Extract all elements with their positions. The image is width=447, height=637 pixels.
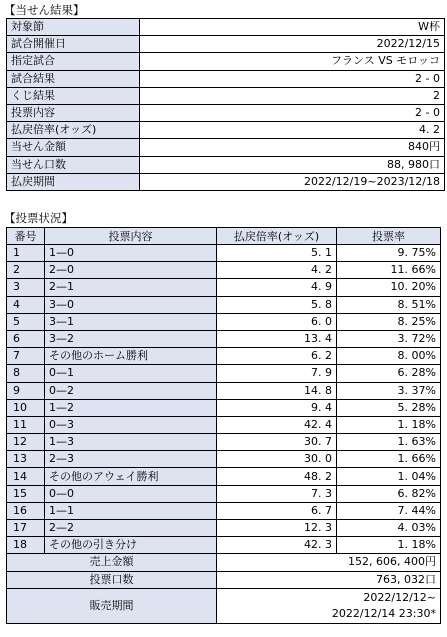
row-content: 0—2 bbox=[45, 382, 217, 399]
table-row bbox=[7, 485, 441, 502]
table-row bbox=[7, 416, 441, 433]
row-content: 0—1 bbox=[45, 365, 217, 382]
result-value: 2 - 0 bbox=[140, 104, 445, 121]
row-number: 5 bbox=[7, 313, 45, 330]
row-odds: 14. 8 bbox=[217, 382, 337, 399]
result-row bbox=[7, 139, 445, 156]
row-odds: 4. 9 bbox=[217, 279, 337, 296]
table-row bbox=[7, 330, 441, 347]
row-odds: 42. 4 bbox=[217, 416, 337, 433]
row-number: 18 bbox=[7, 537, 45, 554]
result-value: 4. 2 bbox=[140, 122, 445, 139]
row-rate: 11. 66% bbox=[337, 262, 441, 279]
row-number: 12 bbox=[7, 434, 45, 451]
table-row bbox=[7, 279, 441, 296]
row-odds: 30. 7 bbox=[217, 434, 337, 451]
table-header-row bbox=[7, 228, 441, 245]
result-row bbox=[7, 36, 445, 53]
row-odds: 6. 2 bbox=[217, 348, 337, 365]
result-value: 2 bbox=[140, 87, 445, 104]
result-label: 指定試合 bbox=[7, 53, 140, 70]
row-odds: 6. 7 bbox=[217, 502, 337, 519]
row-number: 10 bbox=[7, 399, 45, 416]
row-number: 6 bbox=[7, 330, 45, 347]
result-row bbox=[7, 70, 445, 87]
row-content: 2—3 bbox=[45, 451, 217, 468]
row-rate: 9. 75% bbox=[337, 245, 441, 262]
row-rate: 6. 82% bbox=[337, 485, 441, 502]
row-content: 1—1 bbox=[45, 502, 217, 519]
row-odds: 9. 4 bbox=[217, 399, 337, 416]
row-odds: 7. 3 bbox=[217, 485, 337, 502]
row-number: 11 bbox=[7, 416, 45, 433]
row-rate: 8. 00% bbox=[337, 348, 441, 365]
vote-count-value: 763, 032口 bbox=[217, 571, 441, 588]
row-content: 0—3 bbox=[45, 416, 217, 433]
result-label: 払戻倍率(オッズ) bbox=[7, 122, 140, 139]
row-number: 2 bbox=[7, 262, 45, 279]
row-rate: 1. 18% bbox=[337, 416, 441, 433]
row-rate: 7. 44% bbox=[337, 502, 441, 519]
col-header-number: 番号 bbox=[7, 228, 45, 245]
result-label: 払戻期間 bbox=[7, 173, 140, 190]
row-number: 3 bbox=[7, 279, 45, 296]
row-odds: 30. 0 bbox=[217, 451, 337, 468]
row-content: その他のアウェイ勝利 bbox=[45, 468, 217, 485]
result-value: 840円 bbox=[140, 139, 445, 156]
row-content: 2—2 bbox=[45, 520, 217, 537]
row-number: 8 bbox=[7, 365, 45, 382]
row-number: 1 bbox=[7, 245, 45, 262]
table-row bbox=[7, 262, 441, 279]
table-row bbox=[7, 399, 441, 416]
result-value: 2022/12/19~2023/12/18 bbox=[140, 173, 445, 190]
row-content: 2—1 bbox=[45, 279, 217, 296]
result-label: 当せん金額 bbox=[7, 139, 140, 156]
row-number: 13 bbox=[7, 451, 45, 468]
row-rate: 6. 28% bbox=[337, 365, 441, 382]
sales-amount-label: 売上金額 bbox=[7, 554, 217, 571]
col-header-rate: 投票率 bbox=[337, 228, 441, 245]
vote-count-row bbox=[7, 571, 441, 588]
table-row bbox=[7, 382, 441, 399]
result-row bbox=[7, 87, 445, 104]
result-label: 投票内容 bbox=[7, 104, 140, 121]
result-label: くじ結果 bbox=[7, 87, 140, 104]
row-content: 3—2 bbox=[45, 330, 217, 347]
row-number: 15 bbox=[7, 485, 45, 502]
table-row bbox=[7, 434, 441, 451]
row-rate: 3. 72% bbox=[337, 330, 441, 347]
row-content: 0—0 bbox=[45, 485, 217, 502]
row-number: 17 bbox=[7, 520, 45, 537]
row-rate: 3. 37% bbox=[337, 382, 441, 399]
row-rate: 5. 28% bbox=[337, 399, 441, 416]
row-rate: 10. 20% bbox=[337, 279, 441, 296]
row-content: その他の引き分け bbox=[45, 537, 217, 554]
row-rate: 8. 25% bbox=[337, 313, 441, 330]
results-section-title: 【当せん結果】 bbox=[4, 3, 85, 17]
table-row bbox=[7, 348, 441, 365]
row-rate: 1. 18% bbox=[337, 537, 441, 554]
result-value: W杯 bbox=[140, 19, 445, 36]
row-content: 3—1 bbox=[45, 313, 217, 330]
voting-status-table bbox=[6, 227, 441, 624]
table-row bbox=[7, 451, 441, 468]
result-label: 当せん口数 bbox=[7, 156, 140, 173]
row-odds: 48. 2 bbox=[217, 468, 337, 485]
table-row bbox=[7, 520, 441, 537]
sales-period-line1: 2022/12/12~ bbox=[363, 590, 436, 604]
result-value: 88, 980口 bbox=[140, 156, 445, 173]
sales-period-row bbox=[7, 588, 441, 623]
table-row bbox=[7, 502, 441, 519]
row-number: 7 bbox=[7, 348, 45, 365]
voting-section-title: 【投票状況】 bbox=[4, 211, 73, 225]
row-content: その他のホーム勝利 bbox=[45, 348, 217, 365]
row-rate: 1. 66% bbox=[337, 451, 441, 468]
sales-amount-row bbox=[7, 554, 441, 571]
table-row bbox=[7, 296, 441, 313]
col-header-content: 投票内容 bbox=[45, 228, 217, 245]
row-odds: 5. 8 bbox=[217, 296, 337, 313]
table-row bbox=[7, 365, 441, 382]
result-row bbox=[7, 173, 445, 190]
row-rate: 8. 51% bbox=[337, 296, 441, 313]
row-odds: 6. 0 bbox=[217, 313, 337, 330]
row-number: 4 bbox=[7, 296, 45, 313]
result-row bbox=[7, 19, 445, 36]
result-value: フランス VS モロッコ bbox=[140, 53, 445, 70]
row-odds: 5. 1 bbox=[217, 245, 337, 262]
row-content: 1—3 bbox=[45, 434, 217, 451]
row-odds: 13. 4 bbox=[217, 330, 337, 347]
vote-count-label: 投票口数 bbox=[7, 571, 217, 588]
table-row bbox=[7, 537, 441, 554]
result-row bbox=[7, 53, 445, 70]
result-row bbox=[7, 156, 445, 173]
row-content: 1—0 bbox=[45, 245, 217, 262]
sales-period-label: 販売期間 bbox=[7, 588, 217, 623]
row-content: 3—0 bbox=[45, 296, 217, 313]
result-row bbox=[7, 104, 445, 121]
sales-period-value bbox=[217, 588, 441, 623]
row-odds: 4. 2 bbox=[217, 262, 337, 279]
result-value: 2022/12/15 bbox=[140, 36, 445, 53]
result-label: 試合結果 bbox=[7, 70, 140, 87]
result-label: 試合開催日 bbox=[7, 36, 140, 53]
result-value: 2 - 0 bbox=[140, 70, 445, 87]
result-label: 対象節 bbox=[7, 19, 140, 36]
row-rate: 1. 63% bbox=[337, 434, 441, 451]
table-row bbox=[7, 313, 441, 330]
row-rate: 4. 03% bbox=[337, 520, 441, 537]
result-row bbox=[7, 122, 445, 139]
table-row bbox=[7, 468, 441, 485]
row-number: 14 bbox=[7, 468, 45, 485]
sales-period-line2: 2022/12/14 23:30* bbox=[331, 606, 436, 620]
row-number: 16 bbox=[7, 502, 45, 519]
row-odds: 7. 9 bbox=[217, 365, 337, 382]
col-header-odds: 払戻倍率(オッズ) bbox=[217, 228, 337, 245]
results-table bbox=[6, 18, 445, 191]
row-rate: 1. 04% bbox=[337, 468, 441, 485]
sales-amount-value: 152, 606, 400円 bbox=[217, 554, 441, 571]
row-content: 1—2 bbox=[45, 399, 217, 416]
row-number: 9 bbox=[7, 382, 45, 399]
row-odds: 42. 3 bbox=[217, 537, 337, 554]
row-content: 2—0 bbox=[45, 262, 217, 279]
row-odds: 12. 3 bbox=[217, 520, 337, 537]
table-row bbox=[7, 245, 441, 262]
